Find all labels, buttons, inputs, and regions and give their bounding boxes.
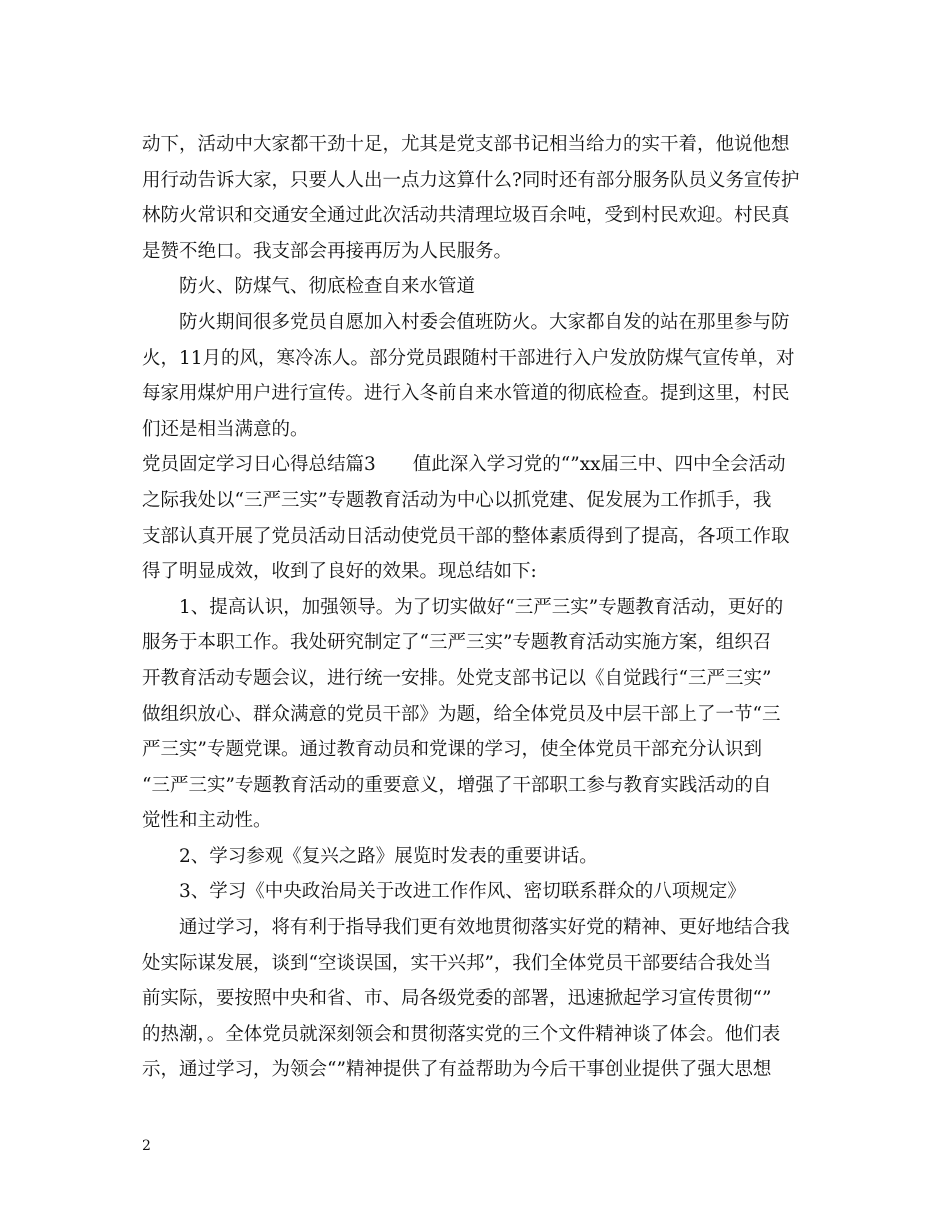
text-line: 2、学习参观《复兴之路》展览时发表的重要讲话。	[179, 845, 598, 867]
text-line: 之际我处以“三严三实”专题教育活动为中心以抓党建、促发展为工作抓手，我	[142, 489, 772, 511]
text-line: 开教育活动专题会议，进行统一安排。处党支部书记以《自觉践行“三严三实”	[142, 667, 772, 689]
text-line: 通过学习，将有利于指导我们更有效地贯彻落实好党的精神、更好地结合我	[179, 917, 790, 939]
text-line: 每家用煤炉用户进行宣传。进行入冬前自来水管道的彻底检查。提到这里，村民	[142, 383, 790, 405]
text-line: 是赞不绝口。我支部会再接再厉为人民服务。	[142, 240, 513, 262]
text-line: 处实际谋发展，谈到“空谈误国，实干兴邦”，我们全体党员干部要结合我处当	[142, 952, 772, 974]
text-line: 防火期间很多党员自愿加入村委会值班防火。大家都自发的站在那里参与防	[179, 311, 790, 333]
text-line: 1、提高认识，加强领导。为了切实做好“三严三实”专题教育活动，更好的	[179, 596, 784, 618]
text-line: 林防火常识和交通安全通过此次活动共清理垃圾百余吨，受到村民欢迎。村民真	[142, 205, 790, 227]
page-number: 2	[142, 1138, 151, 1154]
text-line: 们还是相当满意的。	[142, 418, 309, 440]
body-text	[142, 127, 814, 1088]
text-line: 得了明显成效，收到了良好的效果。现总结如下:	[142, 561, 537, 583]
text-line: 服务于本职工作。我处研究制定了“三严三实”专题教育活动实施方案，组织召	[142, 632, 772, 654]
text-line: 觉性和主动性。	[142, 810, 272, 832]
text-line: 党员固定学习日心得总结篇3 值此深入学习党的“”xx届三中、四中全会活动	[142, 454, 786, 476]
text-line: “三严三实”专题教育活动的重要意义，增强了干部职工参与教育实践活动的自	[142, 774, 772, 796]
text-line: 动下，活动中大家都干劲十足，尤其是党支部书记相当给力的实干着，他说他想	[142, 134, 790, 155]
text-line: 做组织放心、群众满意的党员干部》为题，给全体党员及中层干部上了一节“三	[142, 703, 781, 725]
text-line: 的热潮，。全体党员就深刻领会和贯彻落实党的三个文件精神谈了体会。他们表	[142, 1023, 781, 1045]
text-line: 前实际，要按照中央和省、市、局各级党委的部署，迅速掀起学习宣传贯彻“”	[142, 988, 772, 1010]
text-line: 3、学习《中央政治局关于改进工作作风、密切联系群众的八项规定》	[179, 881, 746, 903]
text-line: 用行动告诉大家，只要人人出一点力这算什么?同时还有部分服务队员义务宣传护	[142, 169, 800, 191]
text-line: 支部认真开展了党员活动日活动使党员干部的整体素质得到了提高，各项工作取	[142, 525, 790, 547]
text-line: 严三实”专题党课。通过教育动员和党课的学习，使全体党员干部充分认识到	[142, 739, 762, 761]
text-line: 示，通过学习，为领会“”精神提供了有益帮助为今后干事创业提供了强大思想	[142, 1059, 772, 1081]
section-heading: 防火、防煤气、彻底检查自来水管道	[179, 276, 476, 298]
text-line: 火，11月的风，寒冷冻人。部分党员跟随村干部进行入户发放防煤气宣传单，对	[142, 347, 795, 369]
